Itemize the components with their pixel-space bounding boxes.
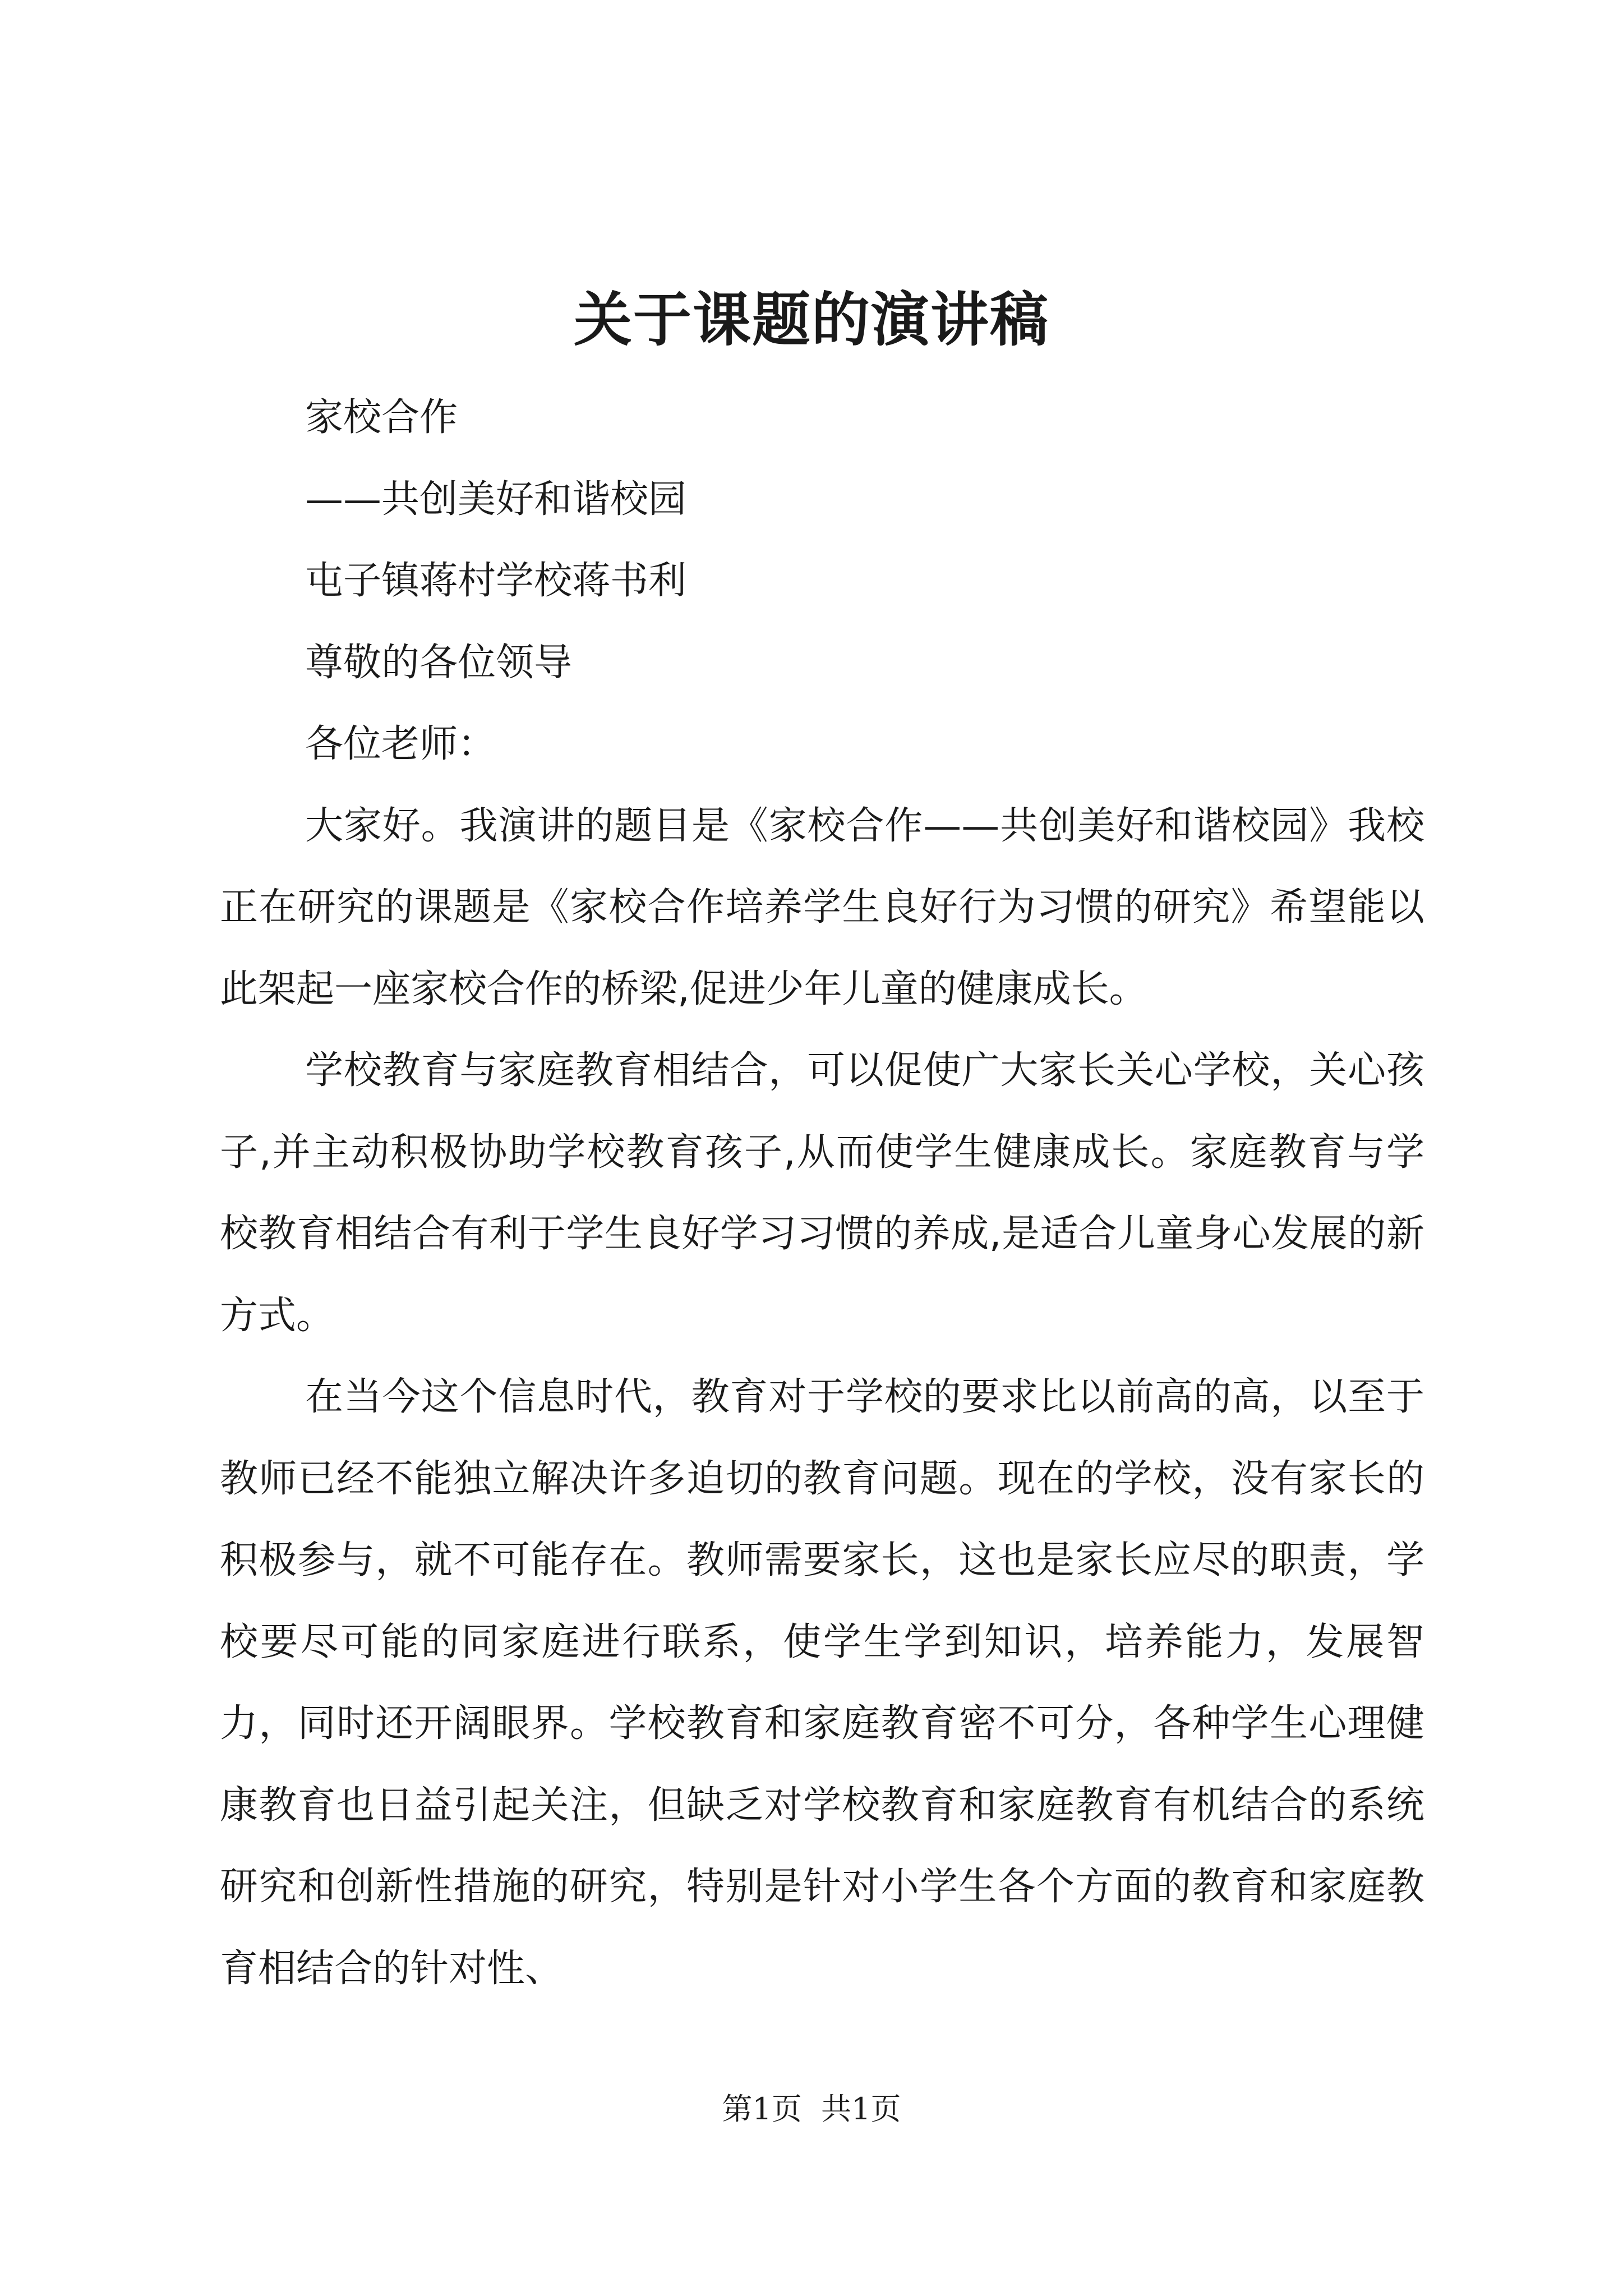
footer-page-prefix: 第 [722, 2091, 753, 2127]
footer-total-pages: 1 [851, 2091, 871, 2127]
page-footer [0, 2090, 1623, 2129]
salutation-line: 各位老师： [305, 722, 496, 766]
footer-total-suffix: 页 [870, 2091, 901, 2127]
body-paragraph: 在当今这个信息时代，教育对于学校的要求比以前高的高，以至于教师已经不能独立解决许多迫切的教育问题。现在的学校，没有家长的积极参与，就不可能存在。教师需要家长，这也是家长应尽的职责，学校要尽可能的同家庭进行联系，使学生学到知识，培养能力，发展智力，同时还开阔眼界。学校教育和家庭教育密不可分，各种学生心理健康教育也日益引起关注，但缺乏对学校教育和家庭教育有机结合的系统研究和创新性措施的研究，特别是针对小学生各个方面的教育和家庭教育相结合的针对性、 [220, 1375, 1424, 1991]
subtitle-line: ——共创美好和谐校园 [305, 477, 687, 522]
document-body [220, 377, 1424, 2009]
footer-total-prefix: 共 [821, 2091, 852, 2127]
author-line: 屯子镇蒋村学校蒋书利 [305, 559, 687, 603]
body-paragraph: 大家好。我演讲的题目是《家校合作——共创美好和谐校园》我校正在研究的课题是《家校合作培养学生良好行为习惯的研究》希望能以此架起一座家校合作的桥梁,促进少年儿童的健康成长。 [220, 803, 1424, 1011]
footer-page-number: 1 [752, 2091, 772, 2127]
salutation-line: 尊敬的各位领导 [305, 640, 573, 685]
subtitle-line: 家校合作 [305, 395, 458, 440]
footer-page-suffix: 页 [771, 2091, 802, 2127]
document-title: 关于课题的演讲稿 [573, 285, 1049, 354]
body-paragraph: 学校教育与家庭教育相结合，可以促使广大家长关心学校，关心孩子,并主动积极协助学校教育孩子,从而使学生健康成长。家庭教育与学校教育相结合有利于学生良好学习习惯的养成,是适合儿童身心发展的新方式。 [220, 1048, 1424, 1338]
